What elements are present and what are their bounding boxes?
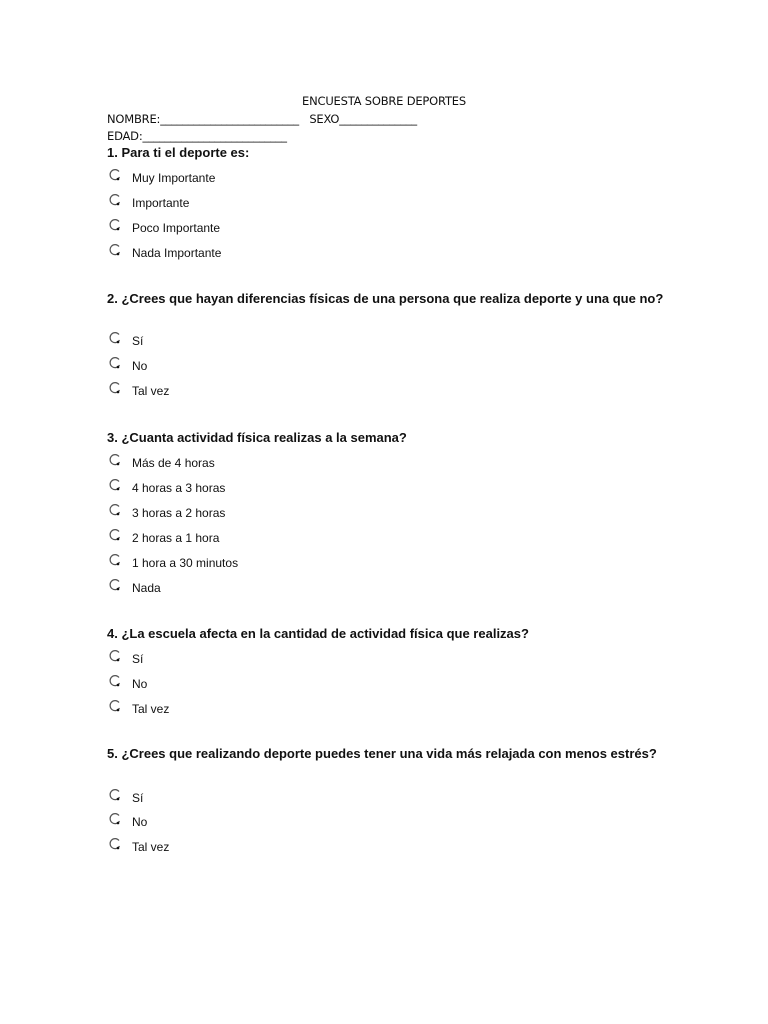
option-radio[interactable] <box>107 359 407 379</box>
option-radio[interactable] <box>107 840 407 860</box>
radio-button-icon[interactable] <box>108 218 122 232</box>
option-label: Tal vez <box>132 840 170 854</box>
option-label: Nada <box>132 581 161 595</box>
radio-button-icon[interactable] <box>108 788 122 802</box>
radio-button-icon[interactable] <box>108 837 122 851</box>
option-label: Sí <box>132 652 144 666</box>
survey-title: ENCUESTA SOBRE DEPORTES <box>302 94 466 108</box>
radio-button-icon[interactable] <box>108 578 122 592</box>
option-radio[interactable] <box>107 556 407 576</box>
option-label: Poco Importante <box>132 221 221 235</box>
option-radio[interactable] <box>107 196 407 216</box>
edad-line: EDAD:__________________________ <box>107 129 287 143</box>
option-label: 2 horas a 1 hora <box>132 531 220 545</box>
question-3: 3. ¿Cuanta actividad física realizas a la semana? <box>107 430 407 445</box>
option-label: 4 horas a 3 horas <box>132 481 226 495</box>
option-radio[interactable] <box>107 171 407 191</box>
option-radio[interactable] <box>107 246 407 266</box>
option-radio[interactable] <box>107 221 407 241</box>
option-label: 1 hora a 30 minutos <box>132 556 239 570</box>
question-1: 1. Para ti el deporte es: <box>107 145 250 160</box>
radio-button-icon[interactable] <box>108 453 122 467</box>
option-radio[interactable] <box>107 456 407 476</box>
radio-button-icon[interactable] <box>108 528 122 542</box>
option-label: Sí <box>132 791 144 805</box>
option-radio[interactable] <box>107 481 407 501</box>
nombre-sexo-line: NOMBRE:_________________________ SEXO______________ <box>107 112 417 126</box>
option-label: No <box>132 359 148 373</box>
option-radio[interactable] <box>107 506 407 526</box>
option-radio[interactable] <box>107 334 407 354</box>
option-label: Tal vez <box>132 702 170 716</box>
option-label: Nada Importante <box>132 246 222 260</box>
option-label: No <box>132 815 148 829</box>
option-label: Sí <box>132 334 144 348</box>
option-label: No <box>132 677 148 691</box>
option-label: 3 horas a 2 horas <box>132 506 226 520</box>
option-radio[interactable] <box>107 815 407 835</box>
radio-button-icon[interactable] <box>108 812 122 826</box>
radio-button-icon[interactable] <box>108 503 122 517</box>
radio-button-icon[interactable] <box>108 478 122 492</box>
radio-button-icon[interactable] <box>108 381 122 395</box>
option-radio[interactable] <box>107 581 407 601</box>
option-radio[interactable] <box>107 702 407 722</box>
radio-button-icon[interactable] <box>108 243 122 257</box>
option-label: Tal vez <box>132 384 170 398</box>
radio-button-icon[interactable] <box>108 356 122 370</box>
option-radio[interactable] <box>107 791 407 811</box>
radio-button-icon[interactable] <box>108 699 122 713</box>
option-label: Más de 4 horas <box>132 456 215 470</box>
option-radio[interactable] <box>107 652 407 672</box>
radio-button-icon[interactable] <box>108 331 122 345</box>
option-label: Muy Importante <box>132 171 216 185</box>
radio-button-icon[interactable] <box>108 674 122 688</box>
radio-button-icon[interactable] <box>108 649 122 663</box>
option-radio[interactable] <box>107 531 407 551</box>
option-label: Importante <box>132 196 190 210</box>
radio-button-icon[interactable] <box>108 553 122 567</box>
question-5: 5. ¿Crees que realizando deporte puedes tener una vida más relajada con menos estrés? <box>107 746 657 761</box>
radio-button-icon[interactable] <box>108 193 122 207</box>
radio-button-icon[interactable] <box>108 168 122 182</box>
question-2: 2. ¿Crees que hayan diferencias físicas de una persona que realiza deporte y una que no? <box>107 291 664 306</box>
option-radio[interactable] <box>107 384 407 404</box>
question-4: 4. ¿La escuela afecta en la cantidad de actividad física que realizas? <box>107 626 529 641</box>
option-radio[interactable] <box>107 677 407 697</box>
